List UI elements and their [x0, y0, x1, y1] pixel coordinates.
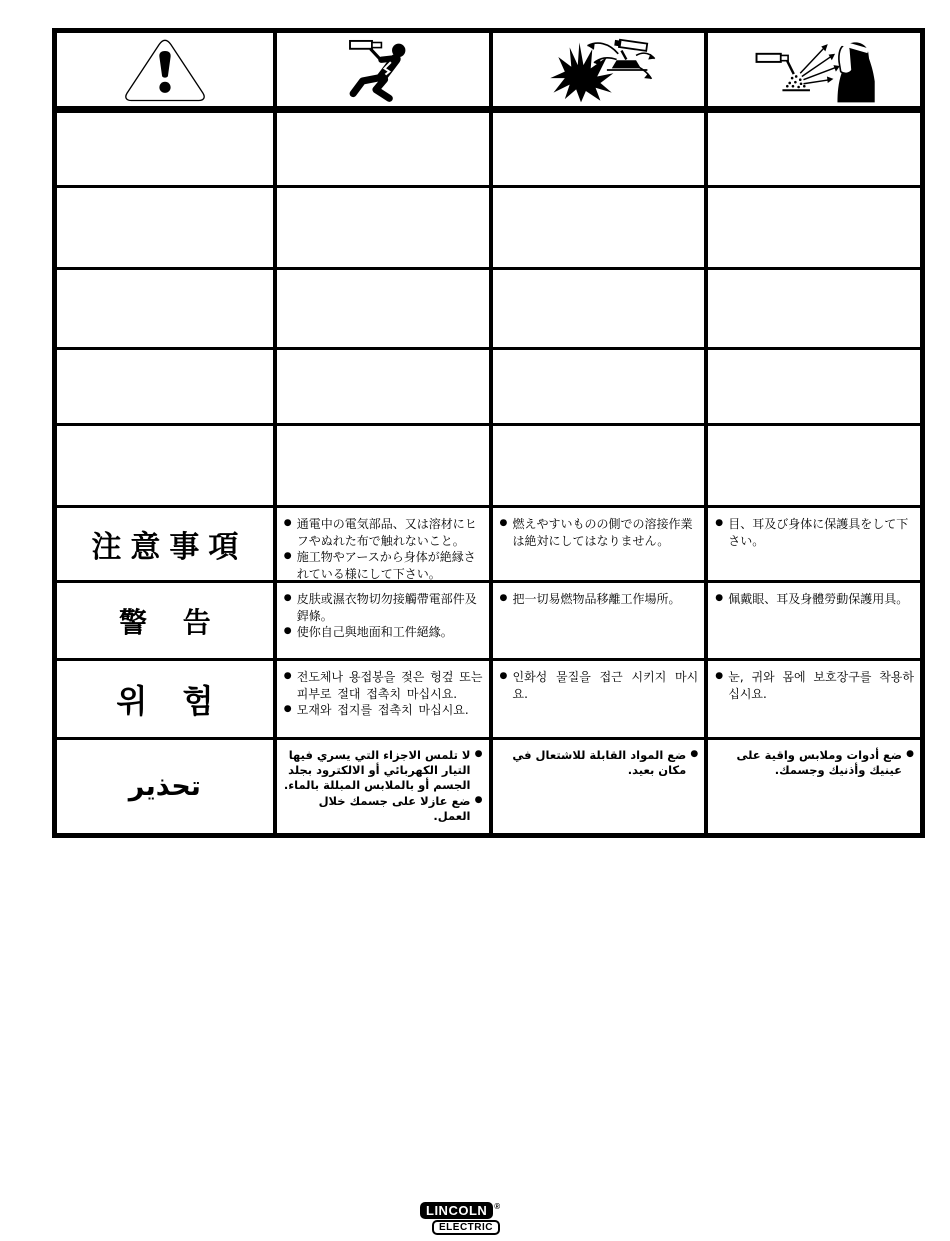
language-label-cell-korean — [57, 658, 273, 737]
language-label-cell-chinese — [57, 580, 273, 658]
lincoln-wordmark: LINCOLN — [420, 1202, 493, 1219]
header-cell-general-warning — [57, 33, 273, 106]
bullet-icon: ● — [283, 626, 292, 637]
bullet-item — [500, 669, 699, 702]
warning-text-cell-chinese-shock — [273, 580, 489, 658]
empty-cell — [57, 185, 273, 267]
bullet-item — [284, 702, 483, 719]
bullet-icon: ● — [283, 671, 292, 681]
bullet-item — [284, 794, 483, 824]
electric-wordmark: ELECTRIC — [432, 1220, 500, 1235]
bullet-item — [715, 748, 914, 778]
bullet-item — [500, 591, 699, 608]
empty-cell — [704, 423, 920, 505]
warning-text-cell-arabic-shock — [273, 737, 489, 833]
bullet-item — [284, 624, 483, 641]
header-cell-fire-explosion — [489, 33, 705, 106]
empty-cell — [57, 106, 273, 185]
logo-bottom-row — [432, 1217, 515, 1235]
warning-text: 눈, 귀와 몸에 보호장구를 착용하십시요. — [728, 670, 914, 701]
bullet-icon: ● — [690, 749, 699, 759]
empty-cell — [704, 185, 920, 267]
empty-cell — [57, 423, 273, 505]
bullet-item — [715, 516, 914, 549]
bullet-icon: ● — [715, 518, 724, 528]
bullet-icon: ● — [715, 671, 724, 681]
empty-cell — [704, 347, 920, 423]
warning-text-cell-korean-protection — [704, 658, 920, 737]
warning-text: ضع عازلا على جسمك خلال العمل. — [318, 793, 471, 823]
bullet-icon: ● — [499, 593, 508, 603]
bullet-item — [284, 669, 483, 702]
warning-text: ضع المواد القابلة للاشتعال في مكان بعيد. — [512, 748, 687, 778]
warning-text: 皮肤或濕衣物切勿接觸帶電部件及銲條。 — [296, 592, 477, 623]
bullet-icon: ● — [499, 671, 508, 681]
chinese-heading: 警 告 — [119, 605, 211, 639]
bullet-item — [715, 591, 914, 608]
warning-text-cell-chinese-protection — [704, 580, 920, 658]
language-label-cell-japanese — [57, 505, 273, 580]
empty-cell — [489, 347, 705, 423]
empty-cell — [489, 423, 705, 505]
empty-cell — [273, 423, 489, 505]
fire-explosion-icon — [523, 36, 673, 104]
warning-text: 使你自己與地面和工件絕緣。 — [296, 625, 453, 640]
empty-cell — [704, 267, 920, 347]
warning-text: 通電中の電気部品、又は溶材にヒフやぬれた布で触れないこと。 — [296, 517, 477, 548]
empty-cell — [273, 185, 489, 267]
empty-cell — [273, 347, 489, 423]
bullet-item — [284, 516, 483, 549]
bullet-icon: ● — [283, 704, 292, 715]
bullet-icon: ● — [715, 593, 724, 603]
warning-text-cell-korean-shock — [273, 658, 489, 737]
language-label-cell-arabic — [57, 737, 273, 833]
bullet-item — [284, 591, 483, 624]
warning-text: ضع أدوات وملابس واقية على عينيك وأذنيك وجسمك. — [736, 748, 902, 778]
empty-cell — [489, 185, 705, 267]
warning-text-cell-arabic-protection — [704, 737, 920, 833]
arc-rays-icon — [739, 36, 889, 104]
bullet-icon: ● — [474, 749, 483, 759]
bullet-item — [284, 748, 483, 794]
header-cell-arc-rays — [704, 33, 920, 106]
empty-cell — [57, 347, 273, 423]
arabic-heading: تحذير — [128, 771, 201, 802]
warning-text-cell-arabic-fire — [489, 737, 705, 833]
safety-warning-table — [52, 28, 925, 838]
empty-cell — [273, 267, 489, 347]
header-cell-electric-shock — [273, 33, 489, 106]
warning-text-cell-japanese-protection — [704, 505, 920, 580]
empty-cell — [57, 267, 273, 347]
warning-text: 目、耳及び身体に保護具をして下さい。 — [728, 517, 909, 548]
empty-cell — [489, 106, 705, 185]
general-warning-icon — [117, 37, 213, 103]
bullet-item — [715, 669, 914, 702]
warning-text: 把一切易燃物品移離工作場所。 — [512, 592, 681, 606]
empty-cell — [489, 267, 705, 347]
warning-text: 전도체나 용접봉을 젖은 헝겊 또는 피부로 절대 접촉치 마십시요. — [296, 670, 483, 701]
warning-text: 佩戴眼、耳及身體勞動保護用具。 — [728, 592, 909, 606]
warning-text-cell-japanese-fire — [489, 505, 705, 580]
korean-heading: 위 험 — [116, 682, 214, 720]
bullet-item — [500, 516, 699, 549]
warning-text-cell-japanese-shock — [273, 505, 489, 580]
warning-text: 모재와 접지를 접촉치 마십시요. — [296, 703, 469, 718]
warning-text-cell-chinese-fire — [489, 580, 705, 658]
electric-shock-icon — [327, 37, 439, 103]
warning-text: 燃えやすいものの側での溶接作業は絶対にしてはなりません。 — [512, 517, 693, 548]
warning-text-cell-korean-fire — [489, 658, 705, 737]
warning-text: 인화성 물질을 접근 시키지 마시요. — [512, 670, 699, 701]
japanese-heading: 注意事項 — [91, 530, 248, 565]
empty-cell — [704, 106, 920, 185]
bullet-icon: ● — [283, 551, 292, 562]
bullet-icon: ● — [283, 593, 292, 603]
warning-text: لا تلمس الاجزاء التي يسري فيها التيار الكهربائي أو الالكترود بجلد الجسم أو بالملابس المبللة بالماء. — [283, 748, 471, 793]
bullet-icon: ● — [499, 518, 508, 528]
bullet-icon: ● — [474, 794, 483, 805]
bullet-icon: ● — [283, 518, 292, 528]
lincoln-electric-logo — [420, 1202, 515, 1235]
warning-text: 施工物やアースから身体が絶縁されている様にして下さい。 — [296, 550, 476, 580]
bullet-item — [284, 549, 483, 580]
bullet-item — [500, 748, 699, 778]
registered-trademark-symbol: ® — [494, 1202, 501, 1211]
bullet-icon: ● — [906, 749, 914, 759]
empty-cell — [273, 106, 489, 185]
